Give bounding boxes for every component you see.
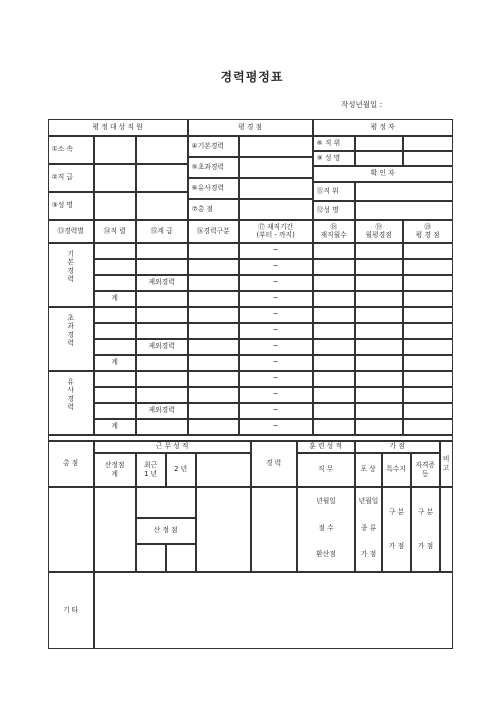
excess-career-label: ⑤초과경력 bbox=[188, 157, 239, 178]
basic-career-score[interactable] bbox=[239, 136, 313, 157]
career-period-cell[interactable]: ~ bbox=[239, 419, 313, 435]
career-period-cell[interactable]: ~ bbox=[239, 243, 313, 259]
specialty-division-label: 구 분 bbox=[388, 508, 405, 516]
career-period-cell[interactable]: ~ bbox=[239, 339, 313, 355]
career-months-cell[interactable] bbox=[313, 275, 355, 291]
calc-score-value-1[interactable] bbox=[136, 544, 166, 572]
cert-bonus-label: 가 점 bbox=[417, 542, 434, 550]
career-monthly-score-cell[interactable] bbox=[355, 307, 403, 323]
calc-score-value-2[interactable] bbox=[166, 544, 196, 572]
career-monthly-score-cell[interactable] bbox=[355, 403, 403, 419]
career-total-score-cell[interactable] bbox=[403, 275, 453, 291]
career-monthly-score-cell[interactable] bbox=[355, 323, 403, 339]
career-career-class-cell[interactable] bbox=[188, 403, 239, 419]
career-grade-cell[interactable] bbox=[136, 371, 188, 387]
career-monthly-score-cell[interactable] bbox=[355, 355, 403, 371]
grade-header: ⑮계 급 bbox=[136, 220, 188, 243]
career-months-cell[interactable] bbox=[313, 355, 355, 371]
similar-career-label: ⑥유사경력 bbox=[188, 178, 239, 199]
career-career-class-cell[interactable] bbox=[188, 323, 239, 339]
career-subtotal-label: 계 bbox=[94, 291, 136, 307]
career-group-label: 유 사 경 력 bbox=[48, 371, 94, 435]
career-period-cell[interactable]: ~ bbox=[239, 275, 313, 291]
training-header: 훈 련 성 적 bbox=[297, 441, 355, 453]
career-monthly-score-cell[interactable] bbox=[355, 371, 403, 387]
award-date-label: 년월일 bbox=[358, 497, 379, 505]
training-score-label: 점 수 bbox=[318, 524, 334, 532]
three-years-header bbox=[196, 453, 251, 487]
career-group-label: 기 본 경 력 bbox=[48, 243, 94, 307]
monthly-score-header: ⑲ 월평경점 bbox=[355, 220, 403, 243]
career-period-cell[interactable]: ~ bbox=[239, 403, 313, 419]
target-staff-header: 평 정 대 상 직 원 bbox=[48, 119, 188, 136]
career-evaluation-form bbox=[48, 119, 453, 649]
career-position-cell[interactable] bbox=[94, 387, 136, 403]
career-total-score-cell[interactable] bbox=[403, 243, 453, 259]
career-months-cell[interactable] bbox=[313, 243, 355, 259]
training-converted-label: 환산점 bbox=[316, 550, 336, 558]
career-career-class-cell[interactable] bbox=[188, 275, 239, 291]
total-score-field[interactable] bbox=[239, 199, 313, 220]
basic-career-label: ④기본경력 bbox=[188, 136, 239, 157]
specialty-header: 특수지 bbox=[382, 453, 411, 487]
career-grade-cell[interactable] bbox=[136, 243, 188, 259]
affiliation-field-1[interactable] bbox=[94, 136, 136, 164]
career-period-cell[interactable]: ~ bbox=[239, 323, 313, 339]
career-monthly-score-cell[interactable] bbox=[355, 339, 403, 355]
career-period-cell[interactable]: ~ bbox=[239, 291, 313, 307]
two-years-header: 2 년 bbox=[166, 453, 196, 487]
career-monthly-score-cell[interactable] bbox=[355, 243, 403, 259]
career-type-header: ⑬경력별 bbox=[48, 220, 94, 243]
career-group-label: 초 과 경 력 bbox=[48, 307, 94, 371]
work-results-value-top[interactable] bbox=[136, 487, 196, 518]
remarks-value[interactable] bbox=[440, 487, 453, 572]
evaluator-position-field[interactable] bbox=[355, 136, 403, 151]
evaluator-position-label: ⑥ 직 위 bbox=[313, 136, 355, 151]
excess-career-score[interactable] bbox=[239, 157, 313, 178]
specialty-bonus-label: 가 점 bbox=[388, 542, 405, 550]
career-monthly-score-cell[interactable] bbox=[355, 419, 403, 435]
evaluator-name-label: ⑨ 성 명 bbox=[313, 151, 355, 166]
affiliation-field-2[interactable] bbox=[136, 136, 188, 164]
career-position-cell[interactable] bbox=[94, 339, 136, 355]
bonus-header: 가 점 bbox=[355, 441, 440, 453]
career-header: 경 력 bbox=[251, 441, 297, 487]
grade-label: ②직 급 bbox=[48, 164, 94, 192]
career-total-score-cell[interactable] bbox=[403, 291, 453, 307]
total-value[interactable] bbox=[48, 487, 94, 572]
career-period-cell[interactable]: ~ bbox=[239, 307, 313, 323]
career-grade-cell[interactable] bbox=[136, 291, 188, 307]
career-total-score-cell[interactable] bbox=[403, 403, 453, 419]
date-label: 작성년월일 : bbox=[341, 100, 383, 109]
period-header: ⑰ 재직기간 (부터 - 까지) bbox=[239, 220, 313, 243]
affiliation-label: ①소 속 bbox=[48, 136, 94, 164]
award-bonus-label: 가 점 bbox=[360, 550, 377, 558]
career-value[interactable] bbox=[251, 487, 297, 572]
career-position-cell[interactable] bbox=[94, 323, 136, 339]
career-months-cell[interactable] bbox=[313, 259, 355, 275]
career-grade-cell[interactable] bbox=[136, 387, 188, 403]
similar-career-score[interactable] bbox=[239, 178, 313, 199]
work-results-value-right[interactable] bbox=[196, 487, 251, 572]
evaluator-header: 평 정 자 bbox=[313, 119, 453, 136]
specialty-detail bbox=[382, 487, 411, 572]
career-total-score-cell[interactable] bbox=[403, 323, 453, 339]
total-score-label: ⑦총 점 bbox=[188, 199, 239, 220]
career-career-class-cell[interactable] bbox=[188, 387, 239, 403]
career-period-cell[interactable]: ~ bbox=[239, 387, 313, 403]
career-total-score-cell[interactable] bbox=[403, 355, 453, 371]
work-results-header: 근 무 성 적 bbox=[94, 441, 251, 453]
total-label: 총 점 bbox=[48, 441, 94, 487]
career-total-score-cell[interactable] bbox=[403, 387, 453, 403]
career-career-class-cell[interactable] bbox=[188, 355, 239, 371]
confirmer-position-label: ⑪직 위 bbox=[313, 182, 355, 201]
position-header: ⑭직 렬 bbox=[94, 220, 136, 243]
evaluator-name-field[interactable] bbox=[355, 151, 403, 166]
career-months-cell[interactable] bbox=[313, 339, 355, 355]
career-position-cell[interactable] bbox=[94, 403, 136, 419]
cert-division-label: 구 분 bbox=[417, 508, 434, 516]
months-header: ⑱ 재직월수 bbox=[313, 220, 355, 243]
career-period-cell[interactable]: ~ bbox=[239, 259, 313, 275]
career-months-cell[interactable] bbox=[313, 403, 355, 419]
other-field[interactable] bbox=[94, 572, 453, 649]
confirmer-header: 확 인 자 bbox=[313, 166, 453, 182]
name-field-1[interactable] bbox=[94, 192, 136, 220]
total-score-header: ⑳ 평 경 점 bbox=[403, 220, 453, 243]
career-position-cell[interactable] bbox=[94, 275, 136, 291]
recent-1-year-header: 최근 1 년 bbox=[136, 453, 166, 487]
career-months-cell[interactable] bbox=[313, 419, 355, 435]
evaluator-position-sign[interactable] bbox=[403, 136, 453, 151]
form-title: 경력평정표 bbox=[220, 70, 284, 84]
award-header: 포 상 bbox=[355, 453, 382, 487]
career-monthly-score-cell[interactable] bbox=[355, 259, 403, 275]
career-total-score-cell[interactable] bbox=[403, 339, 453, 355]
career-total-score-cell[interactable] bbox=[403, 259, 453, 275]
career-class-header: ⑯경력구분 bbox=[188, 220, 239, 243]
confirmer-position-field[interactable] bbox=[355, 182, 453, 201]
career-excluded-label: 제외경력 bbox=[136, 339, 188, 355]
training-date-label: 년월일 bbox=[316, 497, 336, 505]
career-excluded-label: 제외경력 bbox=[136, 403, 188, 419]
calc-score-header: 산정점 계 bbox=[94, 453, 136, 487]
career-months-cell[interactable] bbox=[313, 387, 355, 403]
calc-score-label: 산 정 점 bbox=[136, 518, 196, 544]
remarks-header: 비 고 bbox=[440, 441, 453, 487]
career-months-cell[interactable] bbox=[313, 307, 355, 323]
career-grade-cell[interactable] bbox=[136, 323, 188, 339]
career-period-cell[interactable]: ~ bbox=[239, 371, 313, 387]
career-total-score-cell[interactable] bbox=[403, 371, 453, 387]
career-position-cell[interactable] bbox=[94, 243, 136, 259]
career-months-cell[interactable] bbox=[313, 291, 355, 307]
career-position-cell[interactable] bbox=[94, 307, 136, 323]
career-months-cell[interactable] bbox=[313, 371, 355, 387]
career-excluded-label: 제외경력 bbox=[136, 275, 188, 291]
cert-header: 자격증 등 bbox=[411, 453, 440, 487]
career-career-class-cell[interactable] bbox=[188, 371, 239, 387]
duty-header: 직 무 bbox=[297, 453, 355, 487]
career-total-score-cell[interactable] bbox=[403, 419, 453, 435]
other-label: 기 타 bbox=[48, 572, 94, 649]
career-career-class-cell[interactable] bbox=[188, 243, 239, 259]
career-grade-cell[interactable] bbox=[136, 355, 188, 371]
career-subtotal-label: 계 bbox=[94, 419, 136, 435]
career-career-class-cell[interactable] bbox=[188, 339, 239, 355]
grade-field-1[interactable] bbox=[94, 164, 136, 192]
career-position-cell[interactable] bbox=[94, 259, 136, 275]
grade-field-2[interactable] bbox=[136, 164, 188, 192]
career-grade-cell[interactable] bbox=[136, 419, 188, 435]
career-period-cell[interactable]: ~ bbox=[239, 355, 313, 371]
career-grade-cell[interactable] bbox=[136, 259, 188, 275]
career-grade-cell[interactable] bbox=[136, 307, 188, 323]
confirmer-name-label: ⑫성 명 bbox=[313, 201, 355, 220]
career-subtotal-label: 계 bbox=[94, 355, 136, 371]
cert-detail bbox=[411, 487, 440, 572]
career-monthly-score-cell[interactable] bbox=[355, 387, 403, 403]
career-career-class-cell[interactable] bbox=[188, 259, 239, 275]
career-total-score-cell[interactable] bbox=[403, 307, 453, 323]
evaluation-header: 평 경 점 bbox=[188, 119, 313, 136]
name-label: ③성 명 bbox=[48, 192, 94, 220]
calc-score-total-value[interactable] bbox=[94, 487, 136, 572]
career-career-class-cell[interactable] bbox=[188, 307, 239, 323]
evaluator-name-sign[interactable] bbox=[403, 151, 453, 166]
career-monthly-score-cell[interactable] bbox=[355, 275, 403, 291]
career-career-class-cell[interactable] bbox=[188, 419, 239, 435]
award-type-label: 종 류 bbox=[360, 524, 377, 532]
name-field-2[interactable] bbox=[136, 192, 188, 220]
career-career-class-cell[interactable] bbox=[188, 291, 239, 307]
career-position-cell[interactable] bbox=[94, 371, 136, 387]
confirmer-name-field[interactable] bbox=[355, 201, 453, 220]
career-months-cell[interactable] bbox=[313, 323, 355, 339]
career-monthly-score-cell[interactable] bbox=[355, 291, 403, 307]
